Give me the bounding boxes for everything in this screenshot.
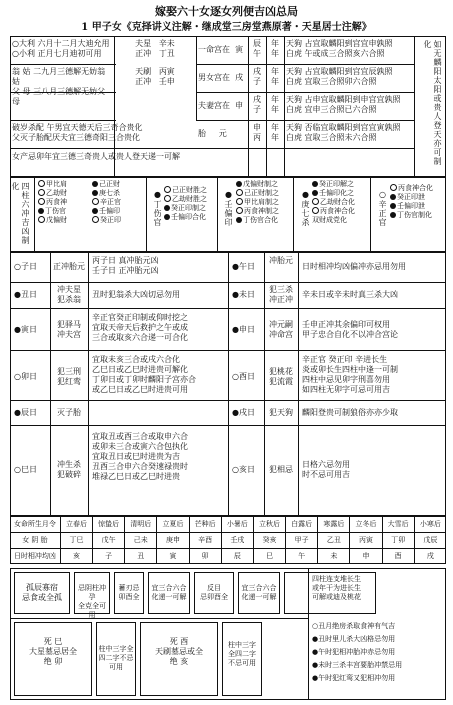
ming-gong: 一命宫在 寅 (198, 45, 244, 54)
day-si: ○巳日 (14, 465, 37, 474)
list-item: ●午时犯红鸾又犯相冲勿用 (312, 674, 396, 682)
day-xu-desc: 麟阳登贵可制狼俗亦亦少取 (302, 408, 398, 417)
list-item: ●丑时里儿杀大凶格忌勿用 (312, 635, 396, 643)
marriage-month-row (12, 39, 112, 59)
day-yin: ●寅日 (14, 325, 37, 334)
box-dafu-mu: 死 巳 大星墓忌居全 绝 卯 (14, 622, 92, 696)
day-hai-desc: 日格六忌勿用 时不忌可用吉 (302, 460, 350, 479)
group-5: 癸正印解之 壬偏印化之 乙劫财合化 丙食神合化 双财成党化 (312, 180, 355, 224)
box-fanmu: 反目 忌卯酉全 (194, 572, 234, 614)
day-wei-desc: 辛未日或辛未时真三杀大凶 (302, 290, 398, 299)
fuqi-gong: 夫妻宫在 申 (198, 101, 244, 110)
list-item: ●未时三杀丰宫要胎冲禁忌用 (312, 661, 403, 669)
group-6-title: ○辛正官 (378, 190, 387, 227)
day-wu: ●午日 (232, 262, 255, 271)
group-3-title: ●丁伤官 (153, 190, 162, 227)
bottom-list (312, 622, 444, 683)
group-2: 己正财 庚七杀 辛正官 壬偏印 癸正印 (92, 180, 142, 225)
day-xu-label: 犯天狗 (269, 408, 293, 417)
box-zhuzhong-1: 柱中三字全 四二字不忌可用 (96, 622, 136, 696)
nannv-gong: 男女宫在 戌 (198, 73, 244, 82)
group-4-title: ●壬偏印 (224, 190, 233, 227)
star-remedy-col: 天狗 占宜取麟阳到宫宜申孰照 白虎 午或成三合照亥六合照 天狗 占宜取麟阳到宫宜辰孰照 白虎 宜取三合照卯六合照 天狗 占申宜取麟阳到申宫宜孰照 白虎 宜申三合照已六合照 天狗 否临宜取麟阳到宫宜寅孰照 白虎 宜取三合照未六合照 (286, 39, 401, 142)
grid-row-tai: 女 阴 胎 丁巳 戊午 己未 庚申 辛酉 壬戌 癸亥 甲子 乙丑 丙寅 丁卯 戊辰 (10, 533, 446, 549)
list-item: ●午时犯相冲胎冲赤忌勿用 (312, 648, 396, 656)
tai-yuan: 胎 元 (198, 129, 227, 138)
far-right-note: 如无麟阳太阳或贵人登天亦可制化 (423, 40, 442, 166)
box-tianshua-mu: 死 酉 天刷墓忌或全 绝 亥 (140, 622, 218, 696)
parents-row: 翁 姑 二九月三德解无妨翁姑 父 母 三八月三德解无妨父母 (12, 67, 106, 106)
group-6: 丙食神合化 癸正印泄 壬偏印泄 丁伤官制化 (390, 184, 444, 220)
day-zi-desc: 丙子日 真冲胎元凶 壬子日 正冲胎元凶 (92, 256, 159, 275)
day-yin-label: 犯驿马 冲夫宫 (57, 320, 81, 339)
day-shen-desc: 壬申正冲其余偏印可权用 甲子忠合自化不以冲合宫论 (302, 320, 398, 339)
day-mao-desc: 宜取未亥三合或戌六合化 乙巳日或乙巳时进贵可解化 丁卯日或丁卯时麟阳子宫亦合 或乙巳日或乙巳时进贵可用 (92, 355, 196, 394)
day-wei-label: 犯三杀 冲正冲 (269, 285, 293, 304)
document-title: 嫁娶六十女逐女列便吉凶总局 (155, 5, 298, 18)
day-chen-label: 灭子胎 (57, 408, 81, 417)
day-wu-desc: 日时相冲均凶偏冲亦忌用勿用 (302, 262, 406, 271)
day-zi: ○子日 (14, 262, 37, 271)
group-3: 己正财胜之 乙劫财胜之 癸正印制之 壬偏印合化 (164, 186, 214, 222)
year-col-2: 年 年 年 年 年 年 年 年 (271, 39, 279, 142)
box-sanhe-2: 宜三合六合 化递一可解 (238, 572, 280, 614)
box-xuren: 蓄刃忌 卯酉全 (114, 572, 144, 614)
po-sui-text: 破岁杀配 午男宜天德天后三奇合贵化 父灭子胎配厌夫宜三德奇阳三合贵化 (12, 123, 143, 142)
day-you: ○酉日 (232, 372, 255, 381)
husband-star-cell: 夫星 辛未 正冲 丁丑 天刷 丙寅 正冲 壬申 (135, 39, 175, 86)
day-chou: ●丑日 (14, 290, 37, 299)
day-si-label: 冲生杀 犯破碎 (57, 460, 81, 479)
year-col-1: 辰 午 戌 子 戌 子 申 丙 (253, 39, 261, 142)
group-4: 戊偏财制之 己正财制之 甲比肩制之 丙食神制之 丁伤官合化 (236, 180, 290, 225)
birth-taboo-text: 女产忌卯年宜三德三奇贵人或贵人登天递一可解 (12, 152, 180, 161)
day-you-desc: 辛正官 癸正印 辛进长生 炎或卯长生四柱中逢一可制 四柱中忌见卯字刑喜勿用 如四柱无卯字可忌可用吉 (302, 355, 398, 394)
day-yin-desc: 辛正官癸正印制或仰时挖之 宜取天帝天后救护之午或成 三合或取亥六合递一可合化 (92, 313, 188, 342)
day-wu-label: 冲胎元 (269, 256, 293, 265)
day-shen-label: 冲元嗣 冲命宫 (269, 320, 293, 339)
day-shen: ●申日 (232, 325, 255, 334)
grid-row-months: 女命所生月令 立春后 惊蛰后 清明后 立夏后 芒种后 小暑后 立秋后 白露后 寒露后 立冬后 大雪后 小寒后 (10, 517, 446, 533)
box-sanhe-1: 宜三合六合 化递一可解 (148, 572, 190, 614)
day-you-label: 犯桃花 犯流霞 (269, 367, 293, 386)
list-item: ○丑月绝房杀取食神有气吉 (312, 622, 396, 630)
document-subtitle: 1 甲子女《克择讲义注解・继成堂三房堂燕原著・天星居士注解》 (81, 22, 372, 33)
marriage-label-small: ○小利 正月七月迪初可用 (12, 49, 102, 58)
marriage-label-big: ○大利 六月十二月大迪允用 (12, 39, 110, 48)
day-hai-label: 犯相忌 (269, 465, 293, 474)
day-xu: ●戌日 (232, 408, 255, 417)
six-clash-label: 四柱六冲吉凶制化 (11, 182, 30, 245)
day-zi-label: 正冲胎元 (53, 262, 85, 271)
day-hai: ○亥日 (232, 465, 255, 474)
day-chou-desc: 丑时犯翁杀大凶切忌勿用 (92, 290, 180, 299)
day-mao: ○卯日 (14, 372, 37, 381)
day-si-desc: 宜取丑或酉三合或取申六合 或卯未三合或寅六合包执化 宜取丑日或巳时进贵为吉 丑酉三合申六合癸速禄贵时 堆禄乙巳日或乙巳时进贵 (92, 432, 188, 481)
group-1: 甲比肩 乙劫财 丙食神 丁伤官 戊偏财 (38, 180, 88, 225)
grid-row-clash: 日时相冲均凶 亥 子 丑 寅 卯 辰 巳 午 未 申 酉 戌 (10, 549, 446, 564)
group-5-title: ●庚七杀 (301, 190, 310, 227)
day-chou-label: 冲夫星 犯杀翁 (57, 285, 81, 304)
day-chen: ●辰日 (14, 408, 37, 417)
box-zhuzhong-2: 柱中三字 全四二字 不忌可用 (222, 622, 262, 696)
box-changsheng-text: 四柱连支堆长生 或年干为进长生 可解或迪及桃花 (312, 575, 361, 601)
box-yinzhu: 忌阴柱冲孕 全克全可用 (74, 572, 110, 614)
day-mao-label: 犯三刑 犯红鸾 (57, 367, 81, 386)
box-guchen: 孤辰寡宿 忌食或全孤 (14, 572, 70, 614)
day-wei: ●未日 (232, 290, 255, 299)
